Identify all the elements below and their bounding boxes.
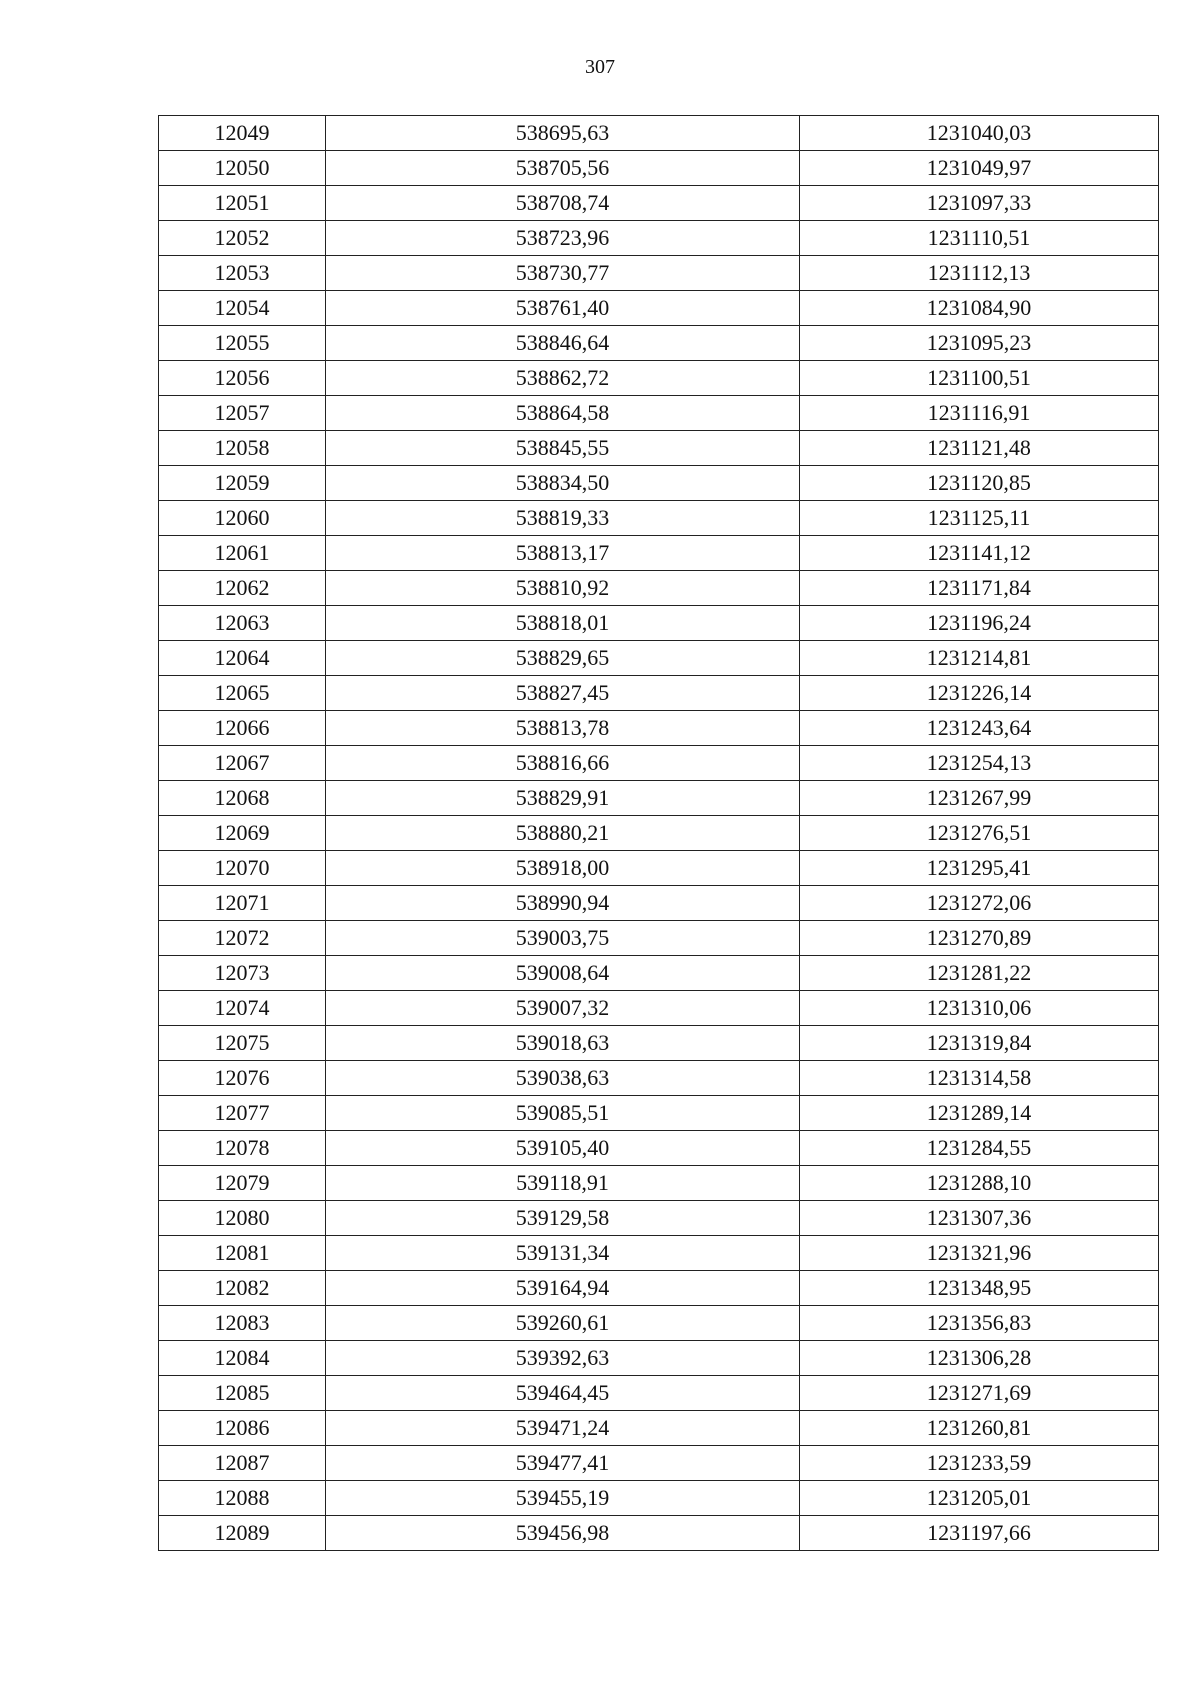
x-coordinate-cell: 538880,21 (326, 816, 800, 851)
table-row (159, 396, 1159, 431)
table-row (159, 676, 1159, 711)
table-row (159, 116, 1159, 151)
table-row (159, 431, 1159, 466)
table-row (159, 291, 1159, 326)
y-coordinate-cell: 1231267,99 (800, 781, 1159, 816)
table-row (159, 1061, 1159, 1096)
point-number-cell: 12081 (159, 1236, 326, 1271)
x-coordinate-cell: 539471,24 (326, 1411, 800, 1446)
x-coordinate-cell: 538730,77 (326, 256, 800, 291)
x-coordinate-cell: 539455,19 (326, 1481, 800, 1516)
point-number-cell: 12053 (159, 256, 326, 291)
table-row (159, 151, 1159, 186)
x-coordinate-cell: 538705,56 (326, 151, 800, 186)
table-row (159, 956, 1159, 991)
x-coordinate-cell: 538810,92 (326, 571, 800, 606)
table-row (159, 186, 1159, 221)
point-number-cell: 12087 (159, 1446, 326, 1481)
x-coordinate-cell: 538813,78 (326, 711, 800, 746)
y-coordinate-cell: 1231306,28 (800, 1341, 1159, 1376)
y-coordinate-cell: 1231233,59 (800, 1446, 1159, 1481)
table-row (159, 256, 1159, 291)
coordinate-table (158, 115, 1159, 1551)
page-number: 307 (585, 56, 615, 78)
y-coordinate-cell: 1231276,51 (800, 816, 1159, 851)
point-number-cell: 12066 (159, 711, 326, 746)
point-number-cell: 12063 (159, 606, 326, 641)
table-row (159, 571, 1159, 606)
y-coordinate-cell: 1231197,66 (800, 1516, 1159, 1551)
y-coordinate-cell: 1231295,41 (800, 851, 1159, 886)
y-coordinate-cell: 1231112,13 (800, 256, 1159, 291)
table-row (159, 641, 1159, 676)
x-coordinate-cell: 538845,55 (326, 431, 800, 466)
point-number-cell: 12084 (159, 1341, 326, 1376)
point-number-cell: 12075 (159, 1026, 326, 1061)
x-coordinate-cell: 538864,58 (326, 396, 800, 431)
y-coordinate-cell: 1231040,03 (800, 116, 1159, 151)
y-coordinate-cell: 1231310,06 (800, 991, 1159, 1026)
y-coordinate-cell: 1231116,91 (800, 396, 1159, 431)
point-number-cell: 12079 (159, 1166, 326, 1201)
table-row (159, 221, 1159, 256)
point-number-cell: 12055 (159, 326, 326, 361)
y-coordinate-cell: 1231321,96 (800, 1236, 1159, 1271)
table-row (159, 1201, 1159, 1236)
point-number-cell: 12077 (159, 1096, 326, 1131)
table-row (159, 1131, 1159, 1166)
table-row (159, 536, 1159, 571)
table-row (159, 1411, 1159, 1446)
table-row (159, 1306, 1159, 1341)
point-number-cell: 12050 (159, 151, 326, 186)
point-number-cell: 12085 (159, 1376, 326, 1411)
table-row (159, 746, 1159, 781)
x-coordinate-cell: 538862,72 (326, 361, 800, 396)
point-number-cell: 12083 (159, 1306, 326, 1341)
point-number-cell: 12061 (159, 536, 326, 571)
table-row (159, 1446, 1159, 1481)
table-row (159, 921, 1159, 956)
table-row (159, 1481, 1159, 1516)
x-coordinate-cell: 538818,01 (326, 606, 800, 641)
point-number-cell: 12054 (159, 291, 326, 326)
x-coordinate-cell: 538816,66 (326, 746, 800, 781)
point-number-cell: 12088 (159, 1481, 326, 1516)
x-coordinate-cell: 538990,94 (326, 886, 800, 921)
point-number-cell: 12065 (159, 676, 326, 711)
y-coordinate-cell: 1231284,55 (800, 1131, 1159, 1166)
x-coordinate-cell: 539118,91 (326, 1166, 800, 1201)
x-coordinate-cell: 539131,34 (326, 1236, 800, 1271)
x-coordinate-cell: 538813,17 (326, 536, 800, 571)
y-coordinate-cell: 1231095,23 (800, 326, 1159, 361)
x-coordinate-cell: 539007,32 (326, 991, 800, 1026)
point-number-cell: 12049 (159, 116, 326, 151)
point-number-cell: 12062 (159, 571, 326, 606)
y-coordinate-cell: 1231205,01 (800, 1481, 1159, 1516)
x-coordinate-cell: 538846,64 (326, 326, 800, 361)
point-number-cell: 12070 (159, 851, 326, 886)
y-coordinate-cell: 1231196,24 (800, 606, 1159, 641)
y-coordinate-cell: 1231171,84 (800, 571, 1159, 606)
x-coordinate-cell: 539085,51 (326, 1096, 800, 1131)
table-row (159, 1341, 1159, 1376)
y-coordinate-cell: 1231243,64 (800, 711, 1159, 746)
x-coordinate-cell: 539038,63 (326, 1061, 800, 1096)
x-coordinate-cell: 538918,00 (326, 851, 800, 886)
table-row (159, 1516, 1159, 1551)
point-number-cell: 12064 (159, 641, 326, 676)
x-coordinate-cell: 538829,65 (326, 641, 800, 676)
table-row (159, 886, 1159, 921)
x-coordinate-cell: 538708,74 (326, 186, 800, 221)
point-number-cell: 12057 (159, 396, 326, 431)
point-number-cell: 12074 (159, 991, 326, 1026)
y-coordinate-cell: 1231121,48 (800, 431, 1159, 466)
point-number-cell: 12072 (159, 921, 326, 956)
point-number-cell: 12068 (159, 781, 326, 816)
x-coordinate-cell: 539164,94 (326, 1271, 800, 1306)
point-number-cell: 12067 (159, 746, 326, 781)
y-coordinate-cell: 1231288,10 (800, 1166, 1159, 1201)
x-coordinate-cell: 538834,50 (326, 466, 800, 501)
x-coordinate-cell: 539018,63 (326, 1026, 800, 1061)
y-coordinate-cell: 1231289,14 (800, 1096, 1159, 1131)
x-coordinate-cell: 539129,58 (326, 1201, 800, 1236)
table-row (159, 326, 1159, 361)
table-row (159, 466, 1159, 501)
y-coordinate-cell: 1231097,33 (800, 186, 1159, 221)
x-coordinate-cell: 539260,61 (326, 1306, 800, 1341)
point-number-cell: 12078 (159, 1131, 326, 1166)
table-row (159, 851, 1159, 886)
y-coordinate-cell: 1231141,12 (800, 536, 1159, 571)
x-coordinate-cell: 538829,91 (326, 781, 800, 816)
point-number-cell: 12080 (159, 1201, 326, 1236)
x-coordinate-cell: 539456,98 (326, 1516, 800, 1551)
x-coordinate-cell: 538819,33 (326, 501, 800, 536)
x-coordinate-cell: 538723,96 (326, 221, 800, 256)
x-coordinate-cell: 539464,45 (326, 1376, 800, 1411)
y-coordinate-cell: 1231110,51 (800, 221, 1159, 256)
point-number-cell: 12052 (159, 221, 326, 256)
y-coordinate-cell: 1231120,85 (800, 466, 1159, 501)
table-row (159, 361, 1159, 396)
y-coordinate-cell: 1231281,22 (800, 956, 1159, 991)
table-row (159, 501, 1159, 536)
point-number-cell: 12059 (159, 466, 326, 501)
y-coordinate-cell: 1231319,84 (800, 1026, 1159, 1061)
y-coordinate-cell: 1231307,36 (800, 1201, 1159, 1236)
point-number-cell: 12082 (159, 1271, 326, 1306)
y-coordinate-cell: 1231348,95 (800, 1271, 1159, 1306)
table-row (159, 711, 1159, 746)
table-row (159, 606, 1159, 641)
x-coordinate-cell: 539105,40 (326, 1131, 800, 1166)
y-coordinate-cell: 1231270,89 (800, 921, 1159, 956)
x-coordinate-cell: 538827,45 (326, 676, 800, 711)
point-number-cell: 12060 (159, 501, 326, 536)
point-number-cell: 12051 (159, 186, 326, 221)
x-coordinate-cell: 538695,63 (326, 116, 800, 151)
table-row (159, 816, 1159, 851)
table-row (159, 1271, 1159, 1306)
x-coordinate-cell: 539477,41 (326, 1446, 800, 1481)
y-coordinate-cell: 1231084,90 (800, 291, 1159, 326)
point-number-cell: 12076 (159, 1061, 326, 1096)
point-number-cell: 12071 (159, 886, 326, 921)
point-number-cell: 12058 (159, 431, 326, 466)
table-row (159, 1166, 1159, 1201)
point-number-cell: 12086 (159, 1411, 326, 1446)
table-row (159, 1026, 1159, 1061)
point-number-cell: 12089 (159, 1516, 326, 1551)
y-coordinate-cell: 1231100,51 (800, 361, 1159, 396)
x-coordinate-cell: 539392,63 (326, 1341, 800, 1376)
y-coordinate-cell: 1231226,14 (800, 676, 1159, 711)
y-coordinate-cell: 1231214,81 (800, 641, 1159, 676)
table-row (159, 991, 1159, 1026)
table-row (159, 1236, 1159, 1271)
table-row (159, 1096, 1159, 1131)
y-coordinate-cell: 1231272,06 (800, 886, 1159, 921)
y-coordinate-cell: 1231260,81 (800, 1411, 1159, 1446)
y-coordinate-cell: 1231049,97 (800, 151, 1159, 186)
table-row (159, 781, 1159, 816)
x-coordinate-cell: 539003,75 (326, 921, 800, 956)
point-number-cell: 12073 (159, 956, 326, 991)
point-number-cell: 12056 (159, 361, 326, 396)
table-row (159, 1376, 1159, 1411)
y-coordinate-cell: 1231254,13 (800, 746, 1159, 781)
y-coordinate-cell: 1231314,58 (800, 1061, 1159, 1096)
y-coordinate-cell: 1231125,11 (800, 501, 1159, 536)
y-coordinate-cell: 1231356,83 (800, 1306, 1159, 1341)
table-body (159, 116, 1159, 1551)
x-coordinate-cell: 538761,40 (326, 291, 800, 326)
point-number-cell: 12069 (159, 816, 326, 851)
y-coordinate-cell: 1231271,69 (800, 1376, 1159, 1411)
x-coordinate-cell: 539008,64 (326, 956, 800, 991)
